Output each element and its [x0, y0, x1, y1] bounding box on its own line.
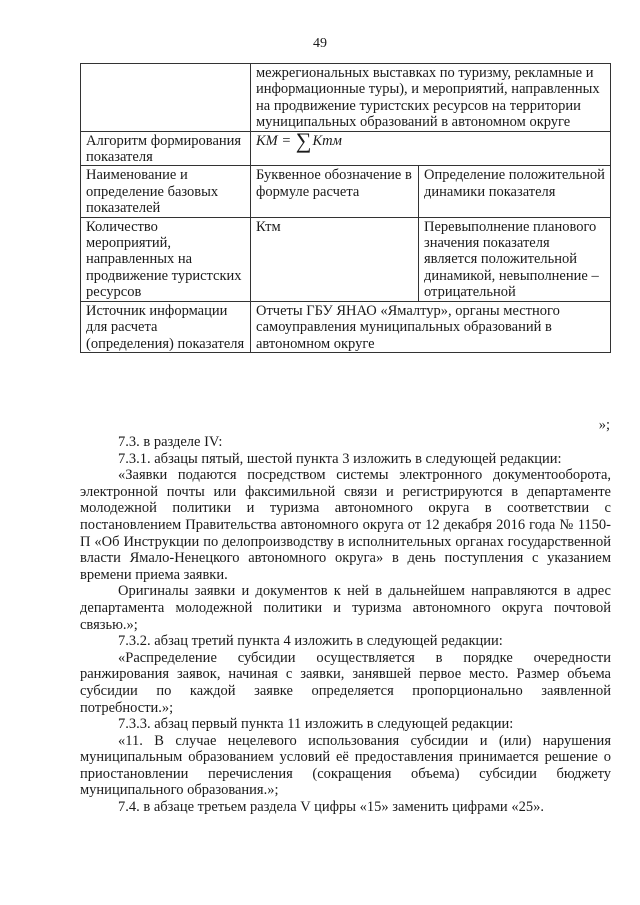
table-row	[81, 131, 611, 166]
table-cell-continuation: межрегиональных выставках по туризму, рекламные и информационные туры), и мероприятий, направленных на продвижение туристских ресурсов на территории муниципальных образований в автономном округе	[251, 64, 611, 132]
paragraph: 7.3.3. абзац первый пункта 11 изложить в следующей редакции:	[118, 716, 514, 733]
formula	[256, 127, 342, 153]
paragraph: 7.4. в абзаце третьем раздела V цифры «15» заменить цифрами «25».	[118, 799, 544, 816]
formula-lhs: KM =	[256, 132, 295, 149]
indicator-table	[80, 63, 611, 353]
table-row	[81, 64, 611, 132]
table-row	[81, 217, 611, 301]
paragraph: «Заявки подаются посредством системы электронного документооборота, электронной почты или факсимильной связи и регистрируются в департаменте молодежной политики и туризма автономного округа в соответствии с постановлением Правительства автономного округа от 12 декабря 2016 года № 1150-П «Об Инструкции по делопроизводству в исполнительных органах государственной власти Ямало-Ненецкого автономного округа» в день поступления с указанием времени приема заявки.	[80, 467, 611, 583]
source-label: Источник информации для расчета (определения) показателя	[81, 301, 251, 352]
algorithm-label: Алгоритм формирования показателя	[81, 131, 251, 166]
header-dynamics: Определение положительной динамики показателя	[419, 166, 611, 217]
indicator-symbol: Ктм	[251, 217, 419, 301]
indicator-name: Количество мероприятий, направленных на продвижение туристских ресурсов	[81, 217, 251, 301]
indicator-dynamics: Перевыполнение планового значения показателя является положительной динамикой, невыполнение – отрицательной	[419, 217, 611, 301]
paragraph: 7.3.2. абзац третий пункта 4 изложить в следующей редакции:	[118, 633, 503, 650]
paragraph: «11. В случае нецелевого использования субсидии и (или) нарушения муниципальным образованием условий её предоставления принимается решение о приостановлении перечисления (сокращения объема) субсидии бюджету муниципального образования.»;	[80, 732, 611, 799]
header-name: Наименование и определение базовых показателей	[81, 166, 251, 217]
paragraph: 7.3. в разделе IV:	[118, 434, 223, 450]
paragraph: 7.3.1. абзацы пятый, шестой пункта 3 изложить в следующей редакции:	[118, 450, 562, 467]
paragraph: «Распределение субсидии осуществляется в порядке очередности ранжирования заявок, начиная с заявки, занявшей первое место. Размер объема субсидии по каждой заявке определяется пропорционально заявленной потребности.»;	[80, 649, 611, 716]
paragraph: Оригиналы заявки и документов к ней в дальнейшем направляются в адрес департамента молодежной политики и туризма автономного округа почтовой связью.»;	[80, 583, 611, 633]
table-row	[81, 166, 611, 217]
table-row	[81, 301, 611, 352]
source-value: Отчеты ГБУ ЯНАО «Ямалтур», органы местного самоуправления муниципальных образований в автономном округе	[251, 301, 611, 352]
body-text	[80, 434, 611, 816]
sigma-symbol: ∑	[295, 127, 312, 153]
table-cell-empty	[81, 64, 251, 132]
closing-quote: »;	[598, 417, 610, 433]
page-number: 49	[313, 36, 327, 51]
formula-rhs: Kтм	[312, 132, 342, 149]
formula-cell	[251, 127, 611, 166]
header-symbol: Буквенное обозначение в формуле расчета	[251, 166, 419, 217]
